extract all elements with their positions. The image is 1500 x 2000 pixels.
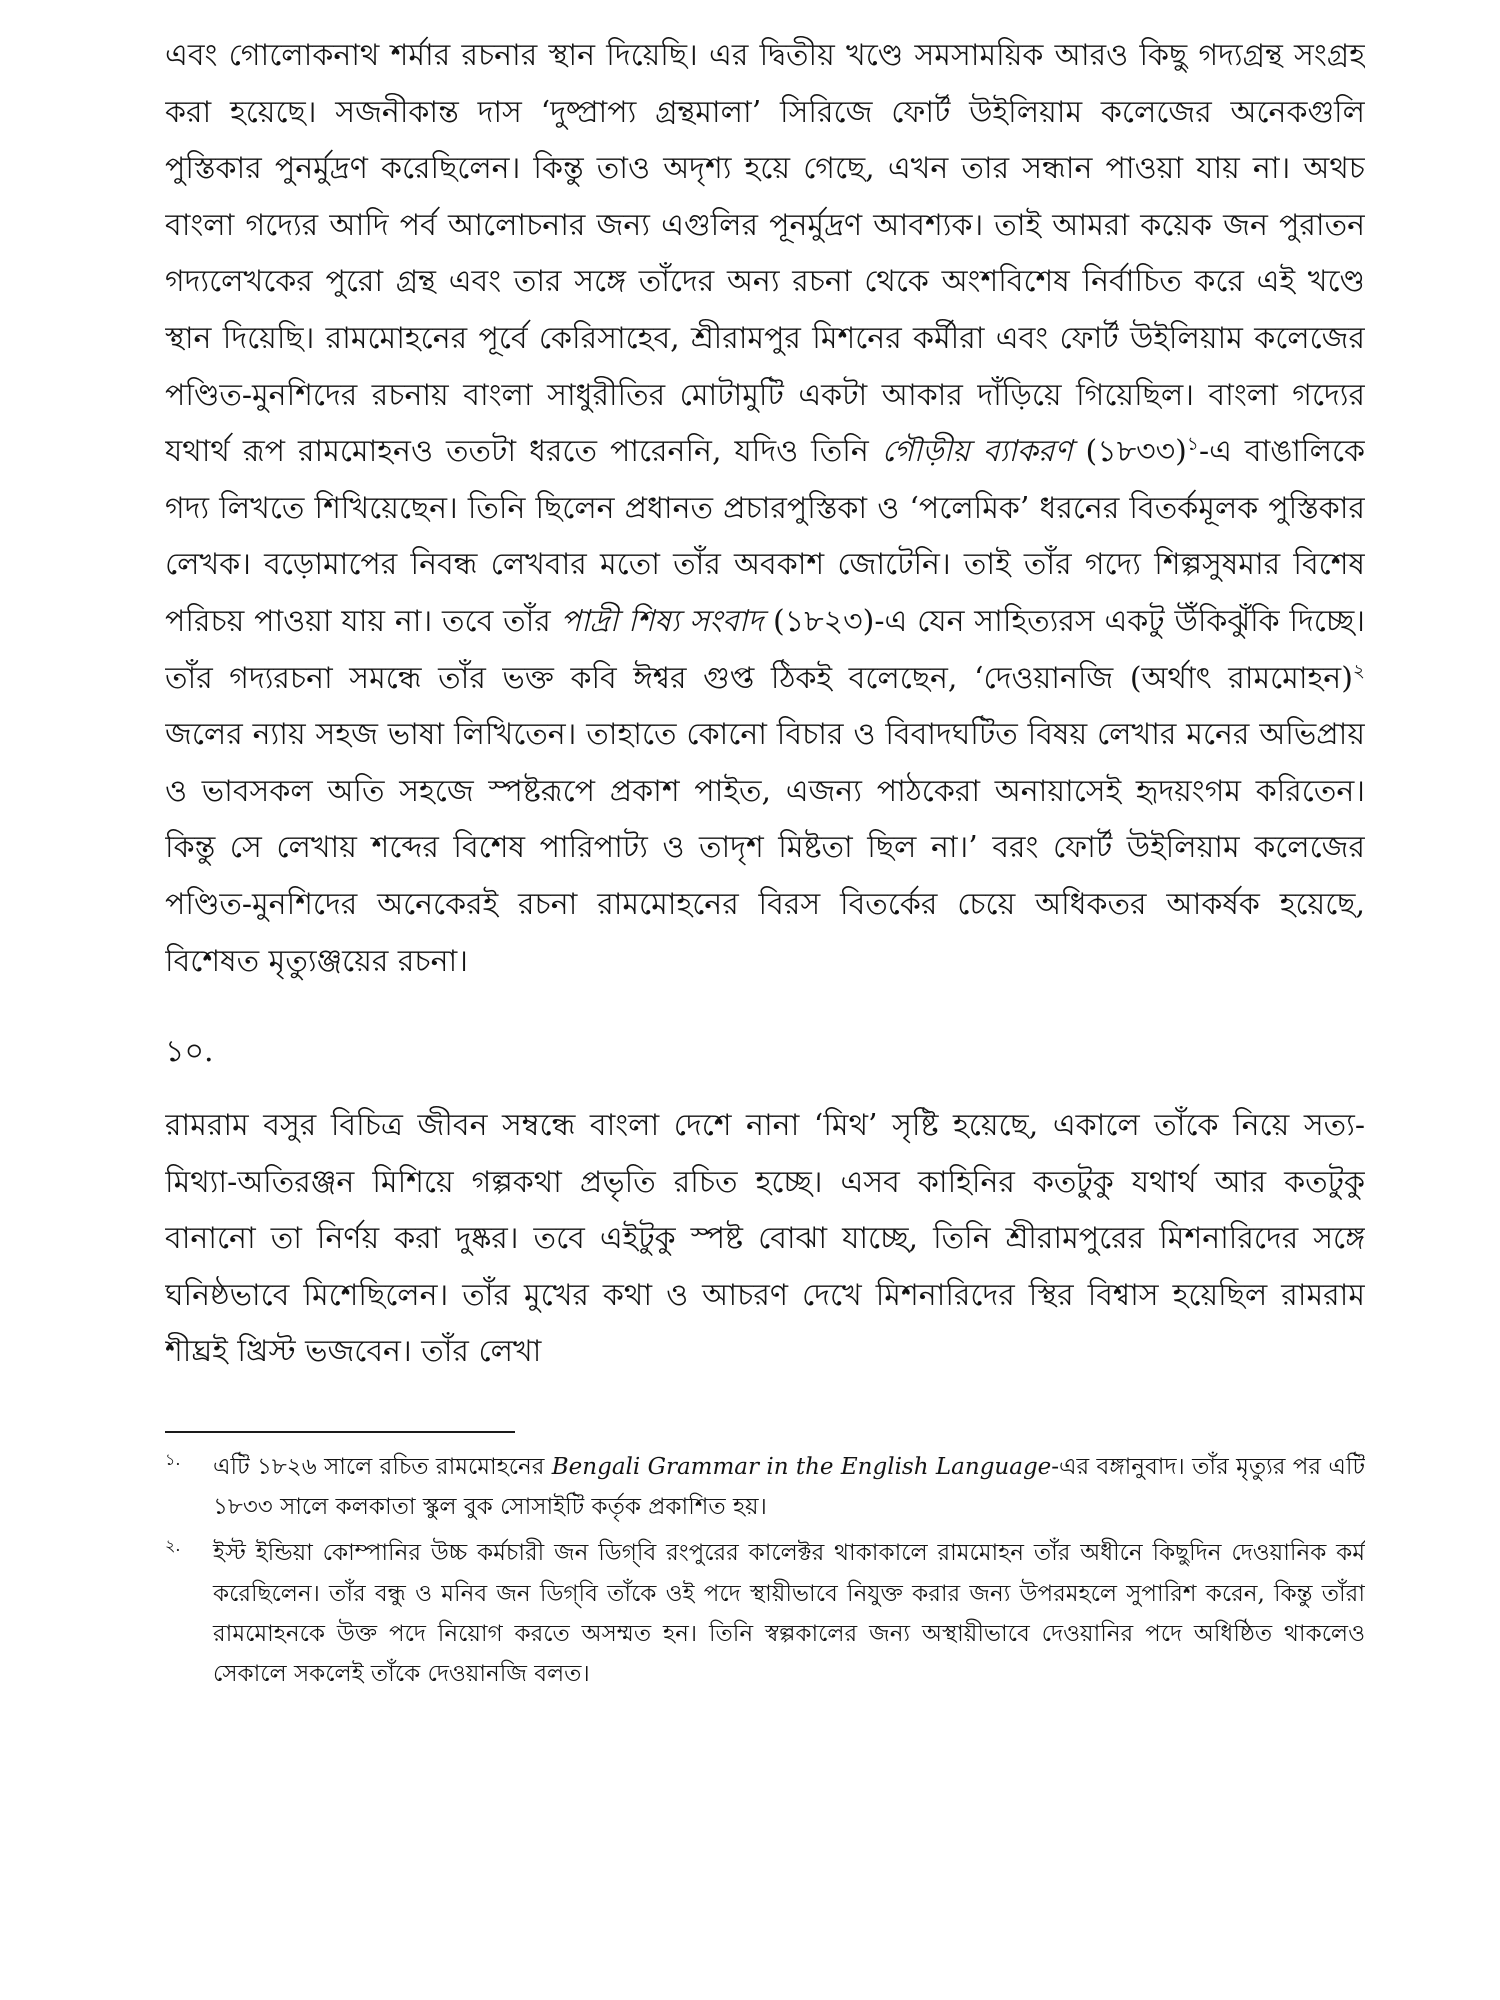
paragraph-1-text-1: এবং গোলোকনাথ শর্মার রচনার স্থান দিয়েছি। এর দ্বিতীয় খণ্ডে সমসাময়িক আরও কিছু গদ্যগ্রন্থ সংগ্রহ করা হয়েছে। সজনীকান্ত দাস ‘দুষ্প্রাপ্য গ্রন্থমালা’ সিরিজে ফোর্ট উইলিয়াম কলেজের অনেকগুলি পুস্তিকার পুনর্মুদ্রণ করেছিলেন। কিন্তু তাও অদৃশ্য হয়ে গেছে, এখন তার সন্ধান পাওয়া যায় না। অথচ বাংলা গদ্যের আদি পর্ব আলোচনার জন্য এগুলির পূনর্মুদ্রণ আবশ্যক। তাই আমরা কয়েক জন পুরাতন গদ্যলেখকের পুরো গ্রন্থ এবং তার সঙ্গে তাঁদের অন্য রচনা থেকে অংশবিশেষ নির্বাচিত করে এই খণ্ডে স্থান দিয়েছি। রামমোহনের পূর্বে কেরিসাহেব, শ্রীরামপুর মিশনের কর্মীরা এবং ফোর্ট উইলিয়াম কলেজের পণ্ডিত-মুনশিদের রচনায় বাংলা সাধুরীতির মোটামুটি একটা আকার দাঁড়িয়ে গিয়েছিল। বাংলা গদ্যের যথার্থ রূপ রামমোহনও ততটা ধরতে পারেননি, যদিও তিনি — [165, 38, 1365, 470]
book-title-gauriya-byakaran: গৌড়ীয় ব্যাকরণ — [881, 434, 1073, 470]
paragraph-1-text-5: জলের ন্যায় সহজ ভাষা লিখিতেন। তাহাতে কোনো বিচার ও বিবাদঘটিত বিষয় লেখার মনের অভিপ্রায় ও ভাবসকল অতি সহজে স্পষ্টরূপে প্রকাশ পাইত, এজন্য পাঠকেরা অনায়াসেই হৃদয়ংগম করিতেন। কিন্তু সে লেখায় শব্দের বিশেষ পারিপাট্য ও তাদৃশ মিষ্টতা ছিল না।’ বরং ফোর্ট উইলিয়াম কলেজের পণ্ডিত-মুনশিদের অনেকেরই রচনা রামমোহনের বিরস বিতর্কের চেয়ে অধিকতর আকর্ষক হয়েছে, বিশেষত মৃত্যুঞ্জয়ের রচনা। — [165, 717, 1365, 979]
section-number: ১০. — [165, 1034, 214, 1070]
footnote-divider — [165, 1431, 515, 1433]
footnote-1-text-2: -এর বঙ্গানুবাদ। তাঁর মৃত্যুর পর এটি ১৮৩৩ সালে কলকাতা স্কুল বুক সোসাইটি কর্তৃক প্রকাশিত হয়। — [213, 1454, 1365, 1521]
document-page — [165, 28, 1365, 1978]
main-text — [165, 28, 1365, 1381]
footnote-number: ২. — [165, 1536, 181, 1556]
footnote-ref-1: ১ — [1186, 434, 1199, 456]
body-paragraph-2: রামরাম বসুর বিচিত্র জীবন সম্বন্ধে বাংলা দেশে নানা ‘মিথ’ সৃষ্টি হয়েছে, একালে তাঁকে নিয়ে সত্য-মিথ্যা-অতিরঞ্জন মিশিয়ে গল্পকথা প্রভৃতি রচিত হচ্ছে। এসব কাহিনির কতটুকু যথার্থ আর কতটুকু বানানো তা নির্ণয় করা দুষ্কর। তবে এইটুকু স্পষ্ট বোঝা যাচ্ছে, তিনি শ্রীরামপুরের মিশনারিদের সঙ্গে ঘনিষ্ঠভাবে মিশেছিলেন। তাঁর মুখের কথা ও আচরণ দেখে মিশনারিদের স্থির বিশ্বাস হয়েছিল রামরাম শীঘ্রই খ্রিস্ট ভজবেন। তাঁর লেখা — [165, 1108, 1365, 1370]
footnotes — [165, 1447, 1365, 1694]
footnote-ref-2: ২ — [1352, 660, 1365, 682]
footnote-1 — [165, 1447, 1365, 1527]
footnote-text — [213, 1447, 1365, 1527]
footnote-1-text-1: এটি ১৮২৬ সালে রচিত রামমোহনের — [213, 1454, 552, 1481]
footnote-text: ইস্ট ইন্ডিয়া কোম্পানির উচ্চ কর্মচারী জন ডিগ্‌বি রংপুরের কালেক্টর থাকাকালে রামমোহন তাঁর অধীনে কিছুদিন দেওয়ানিক কর্ম করেছিলেন। তাঁর বন্ধু ও মনিব জন ডিগ্‌বি তাঁকে ওই পদে স্থায়ীভাবে নিযুক্ত করার জন্য উপরমহলে সুপারিশ করেন, কিন্তু তাঁরা রামমোহনকে উক্ত পদে নিয়োগ করতে অসম্মত হন। তিনি স্বল্পকালের জন্য অস্থায়ীভাবে দেওয়ানির পদে অধিষ্ঠিত থাকলেও সেকালে সকলেই তাঁকে দেওয়ানজি বলত। — [213, 1540, 1365, 1688]
paragraph-1-text-2: (১৮৩৩) — [1072, 434, 1187, 470]
footnote-2 — [165, 1533, 1365, 1694]
paragraph-1-text-3: -এ বাঙালিকে গদ্য লিখতে শিখিয়েছেন। তিনি ছিলেন প্রধানত প্রচারপুস্তিকা ও ‘পলেমিক’ ধরনের বিতর্কমূলক পুস্তিকার লেখক। বড়োমাপের নিবন্ধ লেখবার মতো তাঁর অবকাশ জোটেনি। তাই তাঁর গদ্যে শিল্পসুষমার বিশেষ পরিচয় পাওয়া যায় না। তবে তাঁর — [165, 434, 1365, 639]
paragraph-1-text-4: (১৮২৩)-এ যেন সাহিত্যরস একটু উঁকিঝুঁকি দিচ্ছে। তাঁর গদ্যরচনা সমন্ধে তাঁর ভক্ত কবি ঈশ্বর গুপ্ত ঠিকই বলেছেন, ‘দেওয়ানজি (অর্থাৎ রামমোহন) — [165, 603, 1365, 696]
book-title-padri-shishya-sambad: পাদ্রী শিষ্য সংবাদ — [560, 603, 764, 639]
footnote-1-book-title: Bengali Grammar in the English Language — [551, 1454, 1052, 1481]
body-paragraph-1 — [165, 28, 1365, 990]
footnote-number: ১. — [165, 1450, 181, 1470]
